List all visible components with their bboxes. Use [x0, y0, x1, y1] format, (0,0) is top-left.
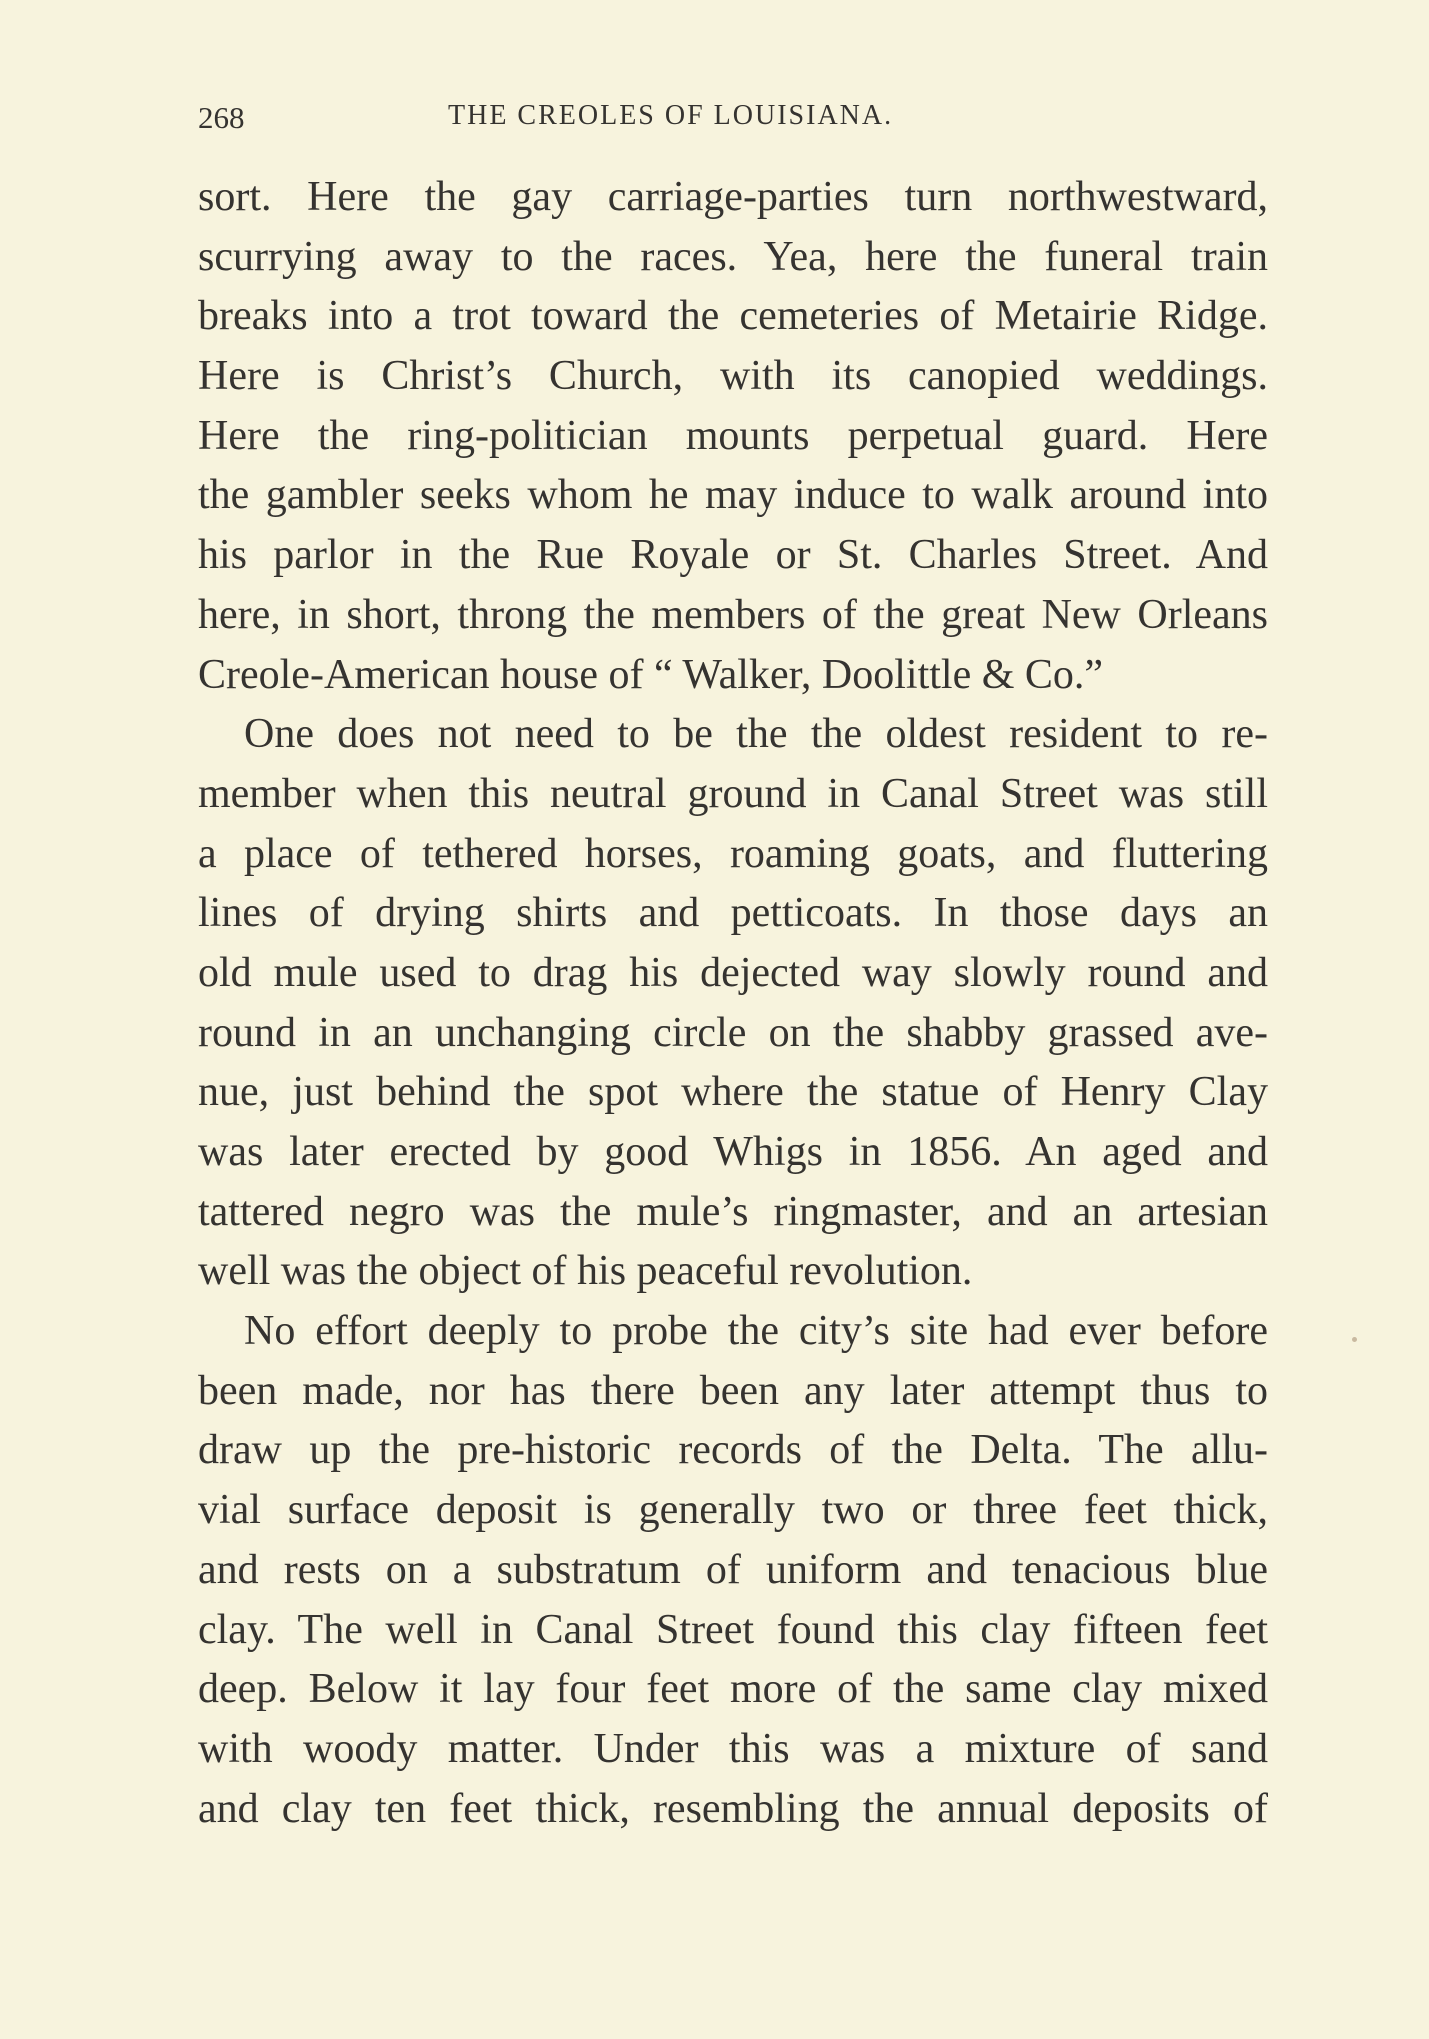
text-line-content: sort. Here the gay carriage-parties turn northwestward,	[198, 174, 1268, 220]
text-line-content: and rests on a substratum of uniform and tenacious blue	[198, 1546, 1268, 1593]
text-line-content: draw up the pre-historic records of the Delta. The allu-	[198, 1427, 1268, 1474]
text-line-content: member when this neutral ground in Canal Street was still	[198, 770, 1268, 817]
text-line-content: been made, nor has there been any later attempt thus to	[198, 1367, 1268, 1414]
text-line-content: his parlor in the Rue Royale or St. Charles Street. And	[198, 532, 1268, 579]
text-line-content: here, in short, throng the members of the great New Orleans	[198, 591, 1268, 638]
text-line	[198, 1601, 1268, 1661]
text-line-content: was later erected by good Whigs in 1856. An aged and	[198, 1129, 1268, 1175]
text-line	[198, 586, 1268, 646]
text-line	[198, 705, 1268, 765]
text-line	[198, 168, 1268, 228]
text-line	[198, 646, 1268, 706]
text-line-content: a place of tethered horses, roaming goats, and fluttering	[198, 830, 1268, 877]
body-text	[198, 168, 1268, 1839]
text-line-content: vial surface deposit is generally two or three feet thick,	[198, 1487, 1268, 1534]
text-line-content: and clay ten feet thick, resembling the annual deposits of	[198, 1785, 1268, 1832]
text-line	[198, 407, 1268, 467]
text-line	[198, 1183, 1268, 1243]
text-line	[198, 1302, 1268, 1362]
text-line	[198, 1481, 1268, 1541]
text-line-content: with woody matter. Under this was a mixture of sand	[198, 1725, 1268, 1772]
text-line-content: deep. Below it lay four feet more of the same clay mixed	[198, 1666, 1268, 1713]
text-line-content: No effort deeply to probe the city’s site had ever before	[244, 1308, 1268, 1355]
text-line	[198, 466, 1268, 526]
text-line-content: Here the ring-politician mounts perpetual guard. Here	[198, 412, 1268, 459]
text-line-content: scurrying away to the races. Yea, here the funeral train	[198, 233, 1268, 280]
text-line	[198, 944, 1268, 1004]
text-line	[198, 347, 1268, 407]
text-line	[198, 228, 1268, 288]
text-line	[198, 825, 1268, 885]
text-line	[198, 1421, 1268, 1481]
text-line	[198, 1362, 1268, 1422]
text-line-content: old mule used to drag his dejected way slowly round and	[198, 949, 1268, 996]
text-line	[198, 884, 1268, 944]
text-line	[198, 526, 1268, 586]
text-line	[198, 1004, 1268, 1064]
text-line	[198, 1242, 1268, 1302]
text-line-content: tattered negro was the mule’s ringmaster, and an artesian	[198, 1188, 1268, 1235]
text-line-content: Creole-American house of “ Walker, Doolittle & Co.”	[198, 651, 1104, 698]
text-line	[198, 1541, 1268, 1601]
text-line	[198, 1780, 1268, 1840]
page-number: 268	[198, 100, 245, 135]
text-line	[198, 1063, 1268, 1123]
page-header	[198, 100, 1268, 144]
text-line-content: One does not need to be the the oldest resident to re-	[244, 711, 1268, 758]
text-line-content: clay. The well in Canal Street found this clay fifteen feet	[198, 1606, 1268, 1653]
text-line	[198, 1720, 1268, 1780]
text-line-content: nue, just behind the spot where the statue of Henry Clay	[198, 1069, 1268, 1116]
text-line-content: well was the object of his peaceful revolution.	[198, 1248, 973, 1295]
text-line-content: lines of drying shirts and petticoats. In those days an	[198, 890, 1268, 937]
text-line	[198, 765, 1268, 825]
text-line	[198, 1123, 1268, 1183]
running-title: THE CREOLES OF LOUISIANA.	[448, 100, 894, 131]
text-line	[198, 1660, 1268, 1720]
text-line-content: breaks into a trot toward the cemeteries of Metairie Ridge.	[198, 293, 1268, 340]
text-line-content: the gambler seeks whom he may induce to walk around into	[198, 472, 1268, 519]
text-line-content: Here is Christ’s Church, with its canopied weddings.	[198, 353, 1268, 400]
text-line-content: round in an unchanging circle on the shabby grassed ave-	[198, 1009, 1268, 1056]
text-line	[198, 287, 1268, 347]
speck-mark	[1352, 1337, 1357, 1342]
